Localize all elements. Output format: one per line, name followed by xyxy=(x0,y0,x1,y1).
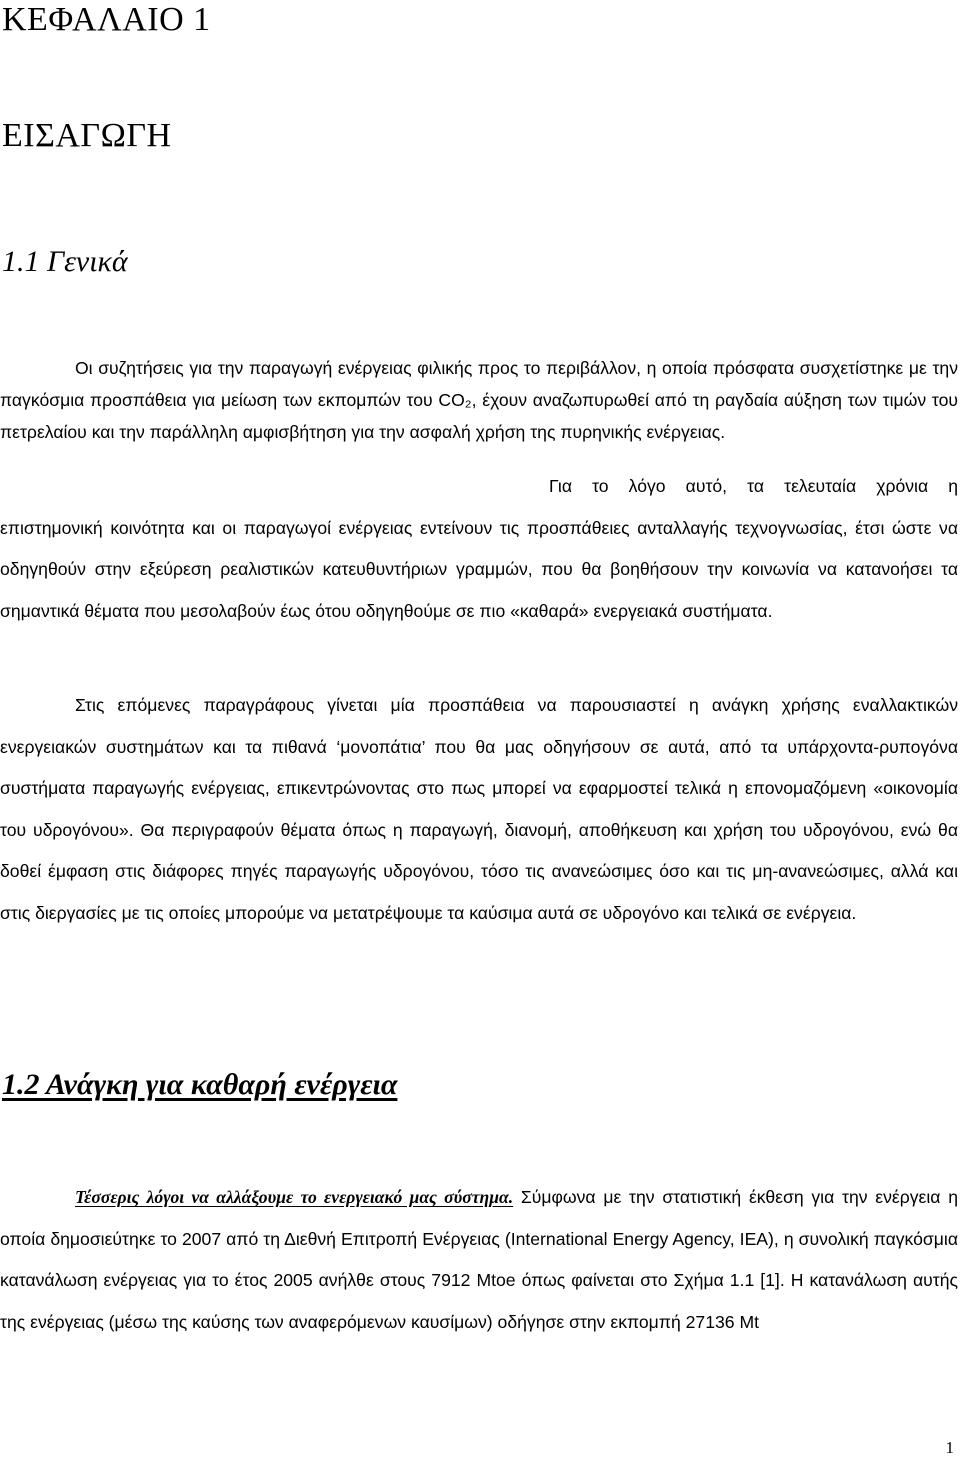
paragraph xyxy=(0,1177,958,1343)
paragraph xyxy=(0,352,958,449)
paragraph-text: Οι συζητήσεις για την παραγωγή ενέργειας φιλικής προς το περιβάλλον, η οποία πρόσφατα συσχετίστηκε με την παγκόσμια προσπάθεια για μείωση των εκπομπών του CO₂, έχουν αναζωπυρωθεί από τη ραγδαία αύξηση των τιμών του πετρελαίου και την παράλληλη αμφισβήτηση για την ασφαλή χρήση της πυρηνικής ενέργειας. xyxy=(0,358,958,443)
paragraph-lead-in: Τέσσερις λόγοι να αλλάξουμε το ενεργειακό μας σύστημα. xyxy=(75,1187,514,1207)
chapter-title: ΕΙΣΑΓΩΓΗ xyxy=(2,117,172,154)
section-heading-general: 1.1 Γενικά xyxy=(2,245,128,278)
paragraph xyxy=(0,466,958,632)
page-number: 1 xyxy=(945,1438,954,1457)
paragraph-block-1 xyxy=(0,352,958,449)
section-heading-clean-energy: 1.2 Ανάγκη για καθαρή ενέργεια xyxy=(2,1068,398,1101)
paragraph-block-4 xyxy=(0,1177,958,1343)
paragraph-text: Σύμφωνα με την στατιστική έκθεση για την ενέργεια η οποία δημοσιεύτηκε το 2007 από τη Διεθνή Επιτροπή Ενέργειας (International Energy Agency, IEA), η συνολική παγκόσμια κατανάλωση ενέργειας για το έτος 2005 ανήλθε στους 7912 Mtoe όπως φαίνεται στο Σχήμα 1.1 [1]. Η κατανάλωση αυτής της ενέργειας (μέσω της καύσης των αναφερόμενων καυσίμων) οδήγησε στην εκπομπή 27136 Mt xyxy=(0,1187,958,1332)
chapter-label: ΚΕΦΑΛΑΙΟ 1 xyxy=(2,1,211,38)
paragraph-text: Για το λόγο αυτό, τα τελευταία χρόνια η επιστημονική κοινότητα και οι παραγωγοί ενέργειας εντείνουν τις προσπάθειες ανταλλαγής τεχνογνωσίας, έτσι ώστε να οδηγηθούν στην εξεύρεση ρεαλιστικών κατευθυντήριων γραμμών, που θα βοηθήσουν την κοινωνία να κατανοήσει τα σημαντικά θέματα που μεσολαβούν έως ότου οδηγηθούμε σε πιο «καθαρά» ενεργειακά συστήματα. xyxy=(0,476,958,621)
paragraph-block-2 xyxy=(0,466,958,632)
paragraph xyxy=(0,685,958,935)
paragraph-block-3 xyxy=(0,685,958,935)
paragraph-text: Στις επόμενες παραγράφους γίνεται μία προσπάθεια να παρουσιαστεί η ανάγκη χρήσης εναλλακτικών ενεργειακών συστημάτων και τα πιθανά ‘μονοπάτια’ που θα μας οδηγήσουν σε αυτά, από τα υπάρχοντα-ρυπογόνα συστήματα παραγωγής ενέργειας, επικεντρώνοντας στο πως μπορεί να εφαρμοστεί τελικά η επονομαζόμενη «οικονομία του υδρογόνου». Θα περιγραφούν θέματα όπως η παραγωγή, διανομή, αποθήκευση και χρήση του υδρογόνου, ενώ θα δοθεί έμφαση στις διάφορες πηγές παραγωγής υδρογόνου, τόσο τις ανανεώσιμες όσο και τις μη-ανανεώσιμες, αλλά και στις διεργασίες με τις οποίες μπορούμε να μετατρέψουμε τα καύσιμα αυτά σε υδρογόνο και τελικά σε ενέργεια. xyxy=(0,695,958,923)
